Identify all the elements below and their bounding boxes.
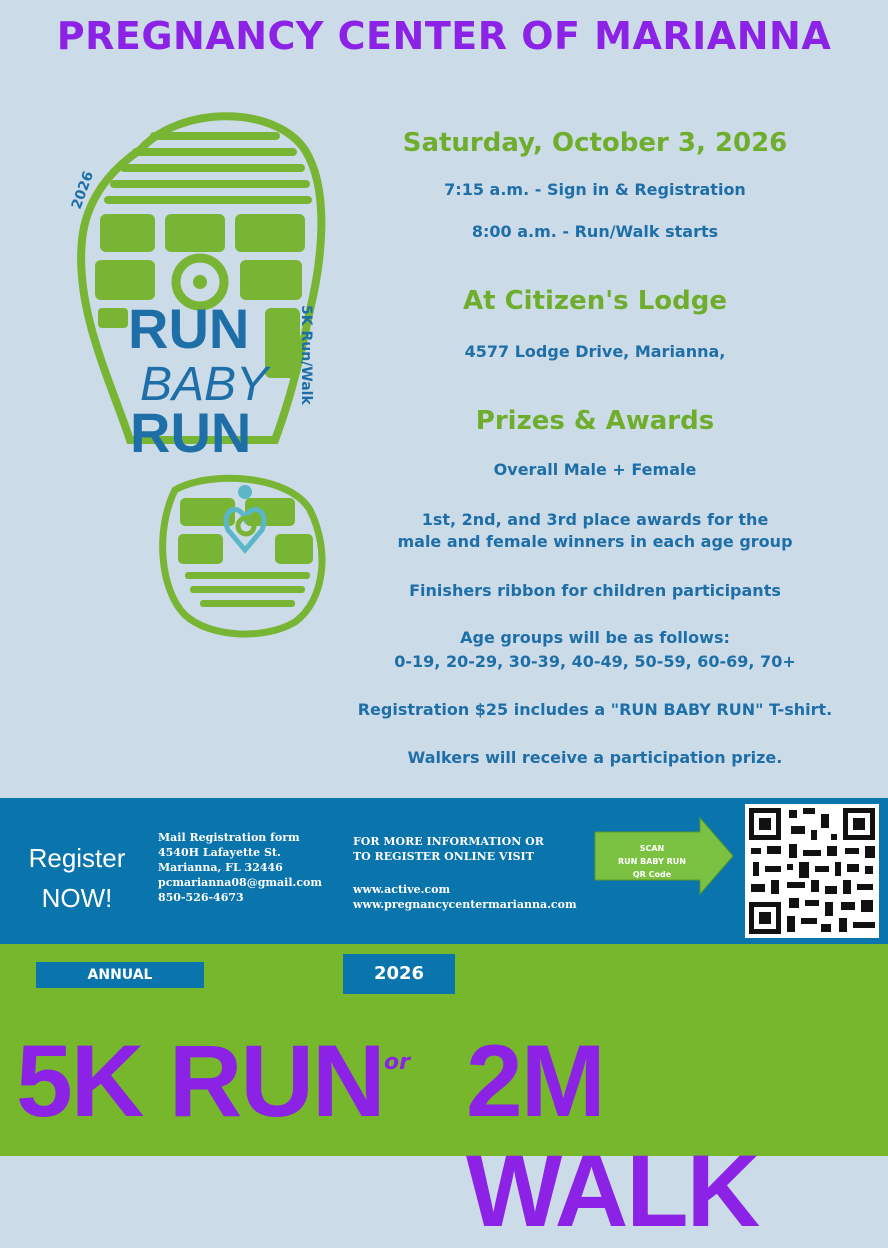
mail-email[interactable]: pcmarianna08@gmail.com [158,876,323,889]
mail-info [158,830,322,905]
mail-line: Marianna, FL 32446 [158,861,283,874]
more-info-line2: TO REGISTER ONLINE VISIT [353,850,534,863]
annual-badge: ANNUAL [36,962,204,988]
register-line1: Register [28,843,126,873]
event-time-start: 8:00 a.m. - Run/Walk starts [471,222,719,241]
logo-run-bottom: RUN [130,401,252,464]
logo-baby: BABY [140,358,269,411]
qr-code-icon[interactable] [745,804,879,938]
footprint-logo [60,110,360,635]
prizes-heading: Prizes & Awards [475,406,715,436]
logo-run-top: RUN [128,297,250,360]
prize-overall: Overall Male + Female [493,460,697,479]
more-info-line1: FOR MORE INFORMATION OR [353,835,544,848]
or-label: or [384,1050,410,1075]
event-time-registration: 7:15 a.m. - Sign in & Registration [444,180,746,199]
walk-heading: 2M WALK [466,1024,759,1248]
link-active[interactable]: www.active.com [353,883,451,896]
prize-places-line1: 1st, 2nd, and 3rd place awards for the [421,510,769,529]
web-links [353,882,577,912]
prize-ribbon: Finishers ribbon for children participants [409,581,781,600]
logo-year: 2026 [68,169,98,212]
mail-line: Mail Registration form [158,831,300,844]
scan-label [602,842,702,881]
register-now [22,838,132,918]
register-line2: NOW! [41,883,113,913]
mail-phone: 850-526-4673 [158,891,244,904]
registration-fee: Registration $25 includes a "RUN BABY RUN" T-shirt. [357,700,833,719]
event-venue: At Citizen's Lodge [463,286,727,316]
logo-side-label: 5K Run/Walk [298,305,314,405]
age-groups-heading: Age groups will be as follows: [460,628,730,647]
event-date: Saturday, October 3, 2026 [402,128,788,158]
more-info [353,834,544,864]
prize-places-line2: male and female winners in each age group [397,532,793,551]
event-address: 4577 Lodge Drive, Marianna, [464,342,726,361]
year-badge: 2026 [343,954,455,994]
scan-line: RUN BABY RUN [617,857,686,866]
scan-line: SCAN [639,844,665,853]
age-groups-list: 0-19, 20-29, 30-39, 40-49, 50-59, 60-69, 70+ [394,652,796,671]
run-heading: 5K RUN [16,1024,384,1138]
walkers-prize: Walkers will receive a participation prize. [407,748,783,767]
page-title: PREGNANCY CENTER OF MARIANNA [56,14,832,58]
link-pregnancy-center[interactable]: www.pregnancycentermarianna.com [353,898,577,911]
scan-line: QR Code [632,870,672,879]
mail-line: 4540H Lafayette St. [158,846,281,859]
